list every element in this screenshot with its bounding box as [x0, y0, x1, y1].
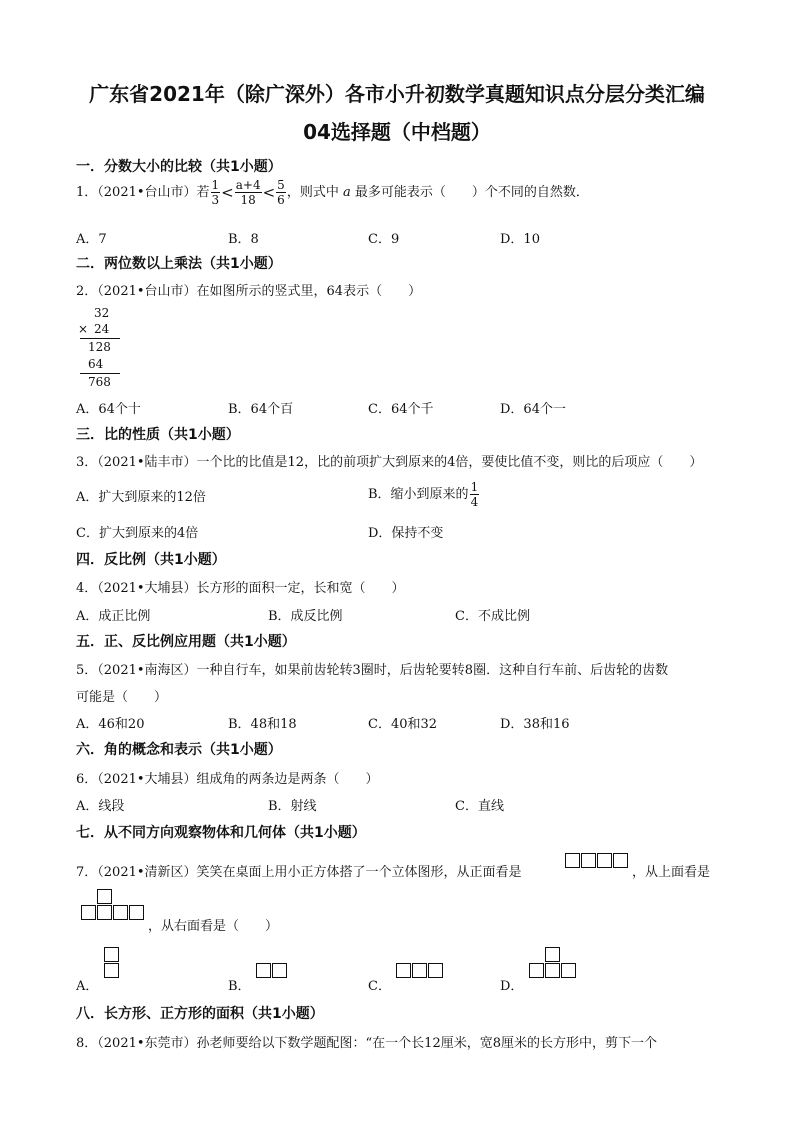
- rule-line: [80, 373, 120, 374]
- partial-product-2: 64: [88, 357, 104, 371]
- option-4-b[interactable]: B．成反比例: [268, 609, 343, 624]
- option-7-b[interactable]: B．: [228, 979, 251, 994]
- option-1-d[interactable]: D．10: [500, 232, 540, 247]
- multiplier: 24: [94, 322, 110, 336]
- section-heading-1: 一．分数大小的比较（共1小题）: [76, 159, 282, 175]
- option-7-a[interactable]: A．: [76, 979, 99, 994]
- page-title: 广东省2021年（除广深外）各市小升初数学真题知识点分层分类汇编: [89, 82, 705, 106]
- option-2-d[interactable]: D．64个一: [500, 402, 566, 417]
- question-4: 4．（2021•大埔县）长方形的面积一定，长和宽（ ）: [76, 581, 405, 596]
- option-1-b[interactable]: B．8: [228, 232, 259, 247]
- option-4-a[interactable]: A．成正比例: [76, 609, 151, 624]
- option-5-d[interactable]: D．38和16: [500, 717, 570, 732]
- question-1: [76, 178, 589, 207]
- option-2-b[interactable]: B．64个百: [228, 402, 294, 417]
- fraction-1-3: $\frac{1}{3}$: [211, 178, 220, 207]
- question-8: 8．（2021•东莞市）孙老师要给以下数学题配图：“在一个长12厘米，宽8厘米的长方形中，剪下一个: [76, 1036, 657, 1051]
- section-heading-8: 八．长方形、正方形的面积（共1小题）: [76, 1006, 324, 1022]
- option-6-a[interactable]: A．线段: [76, 799, 125, 814]
- product-result: 768: [88, 375, 111, 389]
- fraction-1-4: $\frac{1}{4}$: [470, 480, 479, 509]
- option-2-a[interactable]: A．64个十: [76, 402, 141, 417]
- option-1-a[interactable]: A．7: [76, 232, 107, 247]
- option-3-b[interactable]: [368, 480, 480, 509]
- question-1-suffix: 最多可能表示（ ）个不同的自然数．: [350, 185, 589, 200]
- question-7-line-2: ，从右面看是（ ）: [148, 919, 279, 934]
- option-3-b-label: B．缩小到原来的: [368, 487, 469, 502]
- page-subtitle: 04选择题（中档题）: [303, 120, 491, 144]
- section-heading-7: 七．从不同方向观察物体和几何体（共1小题）: [76, 825, 366, 841]
- fraction-a-plus-4-over-18: $\frac{a+4}{18}$: [235, 178, 261, 207]
- question-5-line-1: 5．（2021•南海区）一种自行车，如果前齿轮转3圈时，后齿轮要转8圈．这种自行车前、后齿轮的齿数: [76, 663, 669, 678]
- fraction-5-6: $\frac{5}{6}$: [277, 178, 285, 207]
- option-6-b[interactable]: B．射线: [268, 799, 317, 814]
- section-heading-5: 五．正、反比例应用题（共1小题）: [76, 634, 296, 650]
- variable-a: a: [342, 185, 351, 200]
- question-2: 2．（2021•台山市）在如图所示的竖式里，64表示（ ）: [76, 284, 422, 299]
- rule-line: [80, 338, 120, 339]
- question-7-line-1b: ，从上面看是: [632, 865, 711, 880]
- option-1-c[interactable]: C．9: [368, 232, 400, 247]
- option-3-d[interactable]: D．保持不变: [368, 526, 444, 541]
- section-heading-4: 四．反比例（共1小题）: [76, 552, 226, 568]
- section-heading-6: 六．角的概念和表示（共1小题）: [76, 742, 282, 758]
- option-4-c[interactable]: C．不成比例: [455, 609, 530, 624]
- times-sign: ×: [78, 322, 89, 336]
- option-5-a[interactable]: A．46和20: [76, 717, 145, 732]
- less-than-sign: <: [262, 183, 276, 202]
- option-5-c[interactable]: C．40和32: [368, 717, 438, 732]
- option-3-a[interactable]: A．扩大到原来的12倍: [76, 490, 206, 505]
- question-1-prefix: 1．（2021•台山市）若: [76, 185, 210, 200]
- partial-product-1: 128: [88, 340, 111, 354]
- less-than-sign: <: [221, 183, 234, 202]
- question-6: 6．（2021•大埔县）组成角的两条边是两条（ ）: [76, 772, 379, 787]
- option-5-b[interactable]: B．48和18: [228, 717, 297, 732]
- section-heading-2: 二．两位数以上乘法（共1小题）: [76, 256, 282, 272]
- option-7-c[interactable]: C．: [368, 979, 391, 994]
- question-7-line-1a: 7．（2021•清新区）笑笑在桌面上用小正方体搭了一个立体图形，从正面看是: [76, 865, 522, 880]
- question-3: 3．（2021•陆丰市）一个比的比值是12，比的前项扩大到原来的4倍，要使比值不变，则比的后项应（ ）: [76, 455, 703, 470]
- question-1-mid: ，则式中: [286, 185, 343, 200]
- vertical-multiplication: [78, 304, 138, 394]
- option-6-c[interactable]: C．直线: [455, 799, 504, 814]
- option-7-d[interactable]: D．: [500, 979, 524, 994]
- option-2-c[interactable]: C．64个千: [368, 402, 434, 417]
- question-5-line-2: 可能是（ ）: [76, 690, 168, 705]
- section-heading-3: 三．比的性质（共1小题）: [76, 427, 240, 443]
- multiplicand: 32: [94, 306, 110, 320]
- option-3-c[interactable]: C．扩大到原来的4倍: [76, 526, 199, 541]
